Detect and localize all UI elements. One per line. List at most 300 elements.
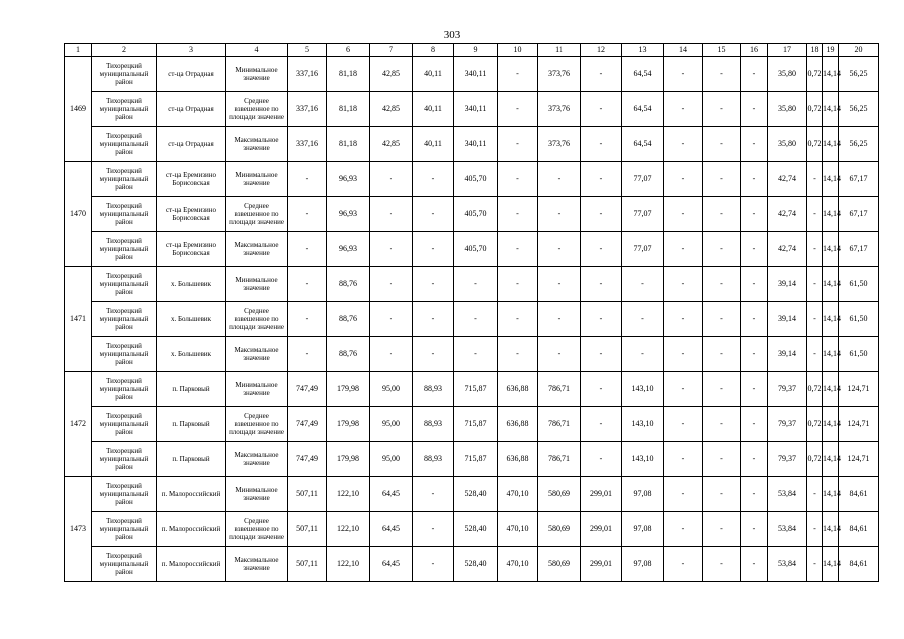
settlement-cell: ст-ца Еремизино Борисовская [157,162,226,197]
table-row [65,232,879,267]
value-cell: - [664,337,703,372]
value-cell: - [538,267,581,302]
value-cell: - [413,512,454,547]
value-cell: 97,08 [622,477,664,512]
column-header: 2 [92,44,157,57]
value-cell: 715,87 [454,372,498,407]
value-cell: 42,85 [370,57,413,92]
value-cell: 14,14 [823,372,839,407]
value-cell: 14,14 [823,337,839,372]
value-cell: - [581,407,622,442]
table-row [65,407,879,442]
column-header: 5 [288,44,327,57]
value-cell: 88,93 [413,372,454,407]
column-header: 12 [581,44,622,57]
value-cell: - [370,232,413,267]
value-cell: - [703,512,741,547]
value-cell: - [498,302,538,337]
settlement-cell: ст-ца Еремизино Борисовская [157,197,226,232]
value-cell: 67,17 [839,232,879,267]
table-row [65,197,879,232]
value-cell: 14,14 [823,547,839,582]
value-cell: 67,17 [839,197,879,232]
value-cell: - [741,92,768,127]
value-cell: - [581,442,622,477]
value-cell: - [288,232,327,267]
value-cell: 0,72 [807,57,823,92]
table-row [65,92,879,127]
value-cell: - [622,302,664,337]
column-header: 9 [454,44,498,57]
table-row [65,127,879,162]
value-cell: 64,45 [370,477,413,512]
value-cell: - [581,92,622,127]
district-cell: Тихорецкий муниципальный район [92,372,157,407]
value-cell: 636,88 [498,407,538,442]
value-cell: 79,37 [768,442,807,477]
column-header: 11 [538,44,581,57]
value-cell: 124,71 [839,442,879,477]
value-cell: 67,17 [839,162,879,197]
district-cell: Тихорецкий муниципальный район [92,302,157,337]
value-cell: - [498,267,538,302]
value-type-cell: Среднее взвешенное по площади значение [226,512,288,547]
value-type-cell: Максимальное значение [226,127,288,162]
value-cell: - [703,302,741,337]
table-body [65,44,879,582]
table-row [65,162,879,197]
column-header: 15 [703,44,741,57]
district-cell: Тихорецкий муниципальный район [92,127,157,162]
value-cell: 337,16 [288,92,327,127]
value-cell: - [413,232,454,267]
value-cell: 122,10 [327,547,370,582]
row-group-id: 1471 [65,267,92,372]
value-cell: 42,74 [768,197,807,232]
value-cell: 84,61 [839,547,879,582]
settlement-cell: х. Большевик [157,267,226,302]
value-cell: - [664,547,703,582]
value-cell: - [807,232,823,267]
row-group-id: 1472 [65,372,92,477]
value-cell: 405,70 [454,232,498,267]
value-cell: 636,88 [498,442,538,477]
value-cell: 53,84 [768,512,807,547]
value-cell: 14,14 [823,407,839,442]
value-cell: - [741,302,768,337]
value-cell: - [498,162,538,197]
value-cell: 39,14 [768,267,807,302]
value-cell: - [664,57,703,92]
value-type-cell: Среднее взвешенное по площади значение [226,92,288,127]
column-header: 4 [226,44,288,57]
value-cell: - [741,127,768,162]
value-cell: - [498,92,538,127]
value-cell: - [498,127,538,162]
value-cell: - [703,197,741,232]
value-type-cell: Минимальное значение [226,477,288,512]
value-cell: - [703,232,741,267]
column-header: 19 [823,44,839,57]
value-cell: - [741,337,768,372]
value-cell: 405,70 [454,162,498,197]
value-cell: - [370,162,413,197]
value-cell: 39,14 [768,302,807,337]
value-cell: 0,72 [807,372,823,407]
value-cell: - [370,197,413,232]
value-cell: - [664,407,703,442]
value-cell: 786,71 [538,372,581,407]
value-cell: - [807,477,823,512]
value-cell: - [664,442,703,477]
value-cell: - [807,302,823,337]
settlement-cell: п. Малороссийский [157,547,226,582]
value-cell: - [741,547,768,582]
settlement-cell: п. Парковый [157,407,226,442]
value-cell: - [703,442,741,477]
value-cell: 42,85 [370,92,413,127]
value-cell: 84,61 [839,512,879,547]
value-cell: 95,00 [370,442,413,477]
value-cell: 528,40 [454,547,498,582]
value-cell: - [288,267,327,302]
value-cell: 84,61 [839,477,879,512]
value-type-cell: Среднее взвешенное по площади значение [226,302,288,337]
value-cell: 340,11 [454,92,498,127]
value-cell: - [581,57,622,92]
value-cell: 53,84 [768,477,807,512]
value-cell: - [498,57,538,92]
value-cell: 14,14 [823,232,839,267]
value-cell: - [498,232,538,267]
value-cell: - [581,372,622,407]
value-cell: - [413,302,454,337]
value-cell: 88,93 [413,442,454,477]
value-cell: 747,49 [288,372,327,407]
value-cell: - [703,407,741,442]
value-cell: 96,93 [327,197,370,232]
district-cell: Тихорецкий муниципальный район [92,477,157,512]
value-cell: 61,50 [839,267,879,302]
column-header: 6 [327,44,370,57]
value-cell: 39,14 [768,337,807,372]
value-cell: - [581,197,622,232]
value-cell: 88,76 [327,337,370,372]
column-header: 10 [498,44,538,57]
value-type-cell: Максимальное значение [226,337,288,372]
value-cell: - [703,547,741,582]
value-cell: 299,01 [581,547,622,582]
value-cell: 715,87 [454,442,498,477]
value-cell: 40,11 [413,57,454,92]
value-cell: 507,11 [288,512,327,547]
value-cell: 636,88 [498,372,538,407]
value-cell: 470,10 [498,477,538,512]
value-cell: - [807,337,823,372]
value-cell: - [703,337,741,372]
value-cell: 405,70 [454,197,498,232]
value-cell: 35,80 [768,92,807,127]
value-type-cell: Максимальное значение [226,442,288,477]
value-cell: - [664,197,703,232]
value-cell: 507,11 [288,477,327,512]
value-cell: 14,14 [823,127,839,162]
column-header: 1 [65,44,92,57]
value-cell: 528,40 [454,477,498,512]
value-cell: 122,10 [327,512,370,547]
value-cell: 61,50 [839,337,879,372]
value-cell: - [664,512,703,547]
value-cell: - [413,267,454,302]
value-cell: 88,93 [413,407,454,442]
settlement-cell: ст-ца Отрадная [157,57,226,92]
value-cell: - [807,162,823,197]
value-cell: 528,40 [454,512,498,547]
value-cell: - [664,477,703,512]
value-cell: - [664,232,703,267]
value-cell: - [664,92,703,127]
value-cell: - [664,162,703,197]
value-cell: - [741,232,768,267]
value-cell: 40,11 [413,127,454,162]
value-cell: 179,98 [327,407,370,442]
column-header: 20 [839,44,879,57]
settlement-cell: п. Малороссийский [157,477,226,512]
settlement-cell: ст-ца Отрадная [157,127,226,162]
table-row [65,57,879,92]
value-cell: 580,69 [538,512,581,547]
value-cell: 14,14 [823,162,839,197]
value-cell: 56,25 [839,92,879,127]
value-cell: 35,80 [768,57,807,92]
settlement-cell: п. Парковый [157,372,226,407]
value-type-cell: Максимальное значение [226,547,288,582]
value-cell: - [807,547,823,582]
value-cell: 64,54 [622,127,664,162]
value-cell: 337,16 [288,127,327,162]
value-cell: - [498,197,538,232]
district-cell: Тихорецкий муниципальный район [92,547,157,582]
value-cell: 79,37 [768,407,807,442]
value-cell: 42,85 [370,127,413,162]
table-row [65,547,879,582]
value-cell: - [454,337,498,372]
value-cell: - [581,232,622,267]
value-cell: - [741,57,768,92]
value-cell: - [703,162,741,197]
value-cell: - [538,197,581,232]
value-cell: - [370,337,413,372]
table-row [65,372,879,407]
value-cell: 64,54 [622,57,664,92]
value-cell: - [413,547,454,582]
table-row [65,267,879,302]
value-cell: 373,76 [538,57,581,92]
value-cell: - [581,302,622,337]
value-cell: 124,71 [839,407,879,442]
value-cell: - [288,337,327,372]
value-cell: 340,11 [454,127,498,162]
value-cell: 53,84 [768,547,807,582]
column-header: 7 [370,44,413,57]
value-cell: - [454,267,498,302]
value-cell: 0,72 [807,442,823,477]
value-type-cell: Среднее взвешенное по площади значение [226,407,288,442]
value-cell: - [538,302,581,337]
value-cell: 747,49 [288,407,327,442]
value-cell: - [741,162,768,197]
value-cell: - [622,337,664,372]
value-cell: 42,74 [768,232,807,267]
value-cell: - [664,302,703,337]
table-row [65,512,879,547]
district-cell: Тихорецкий муниципальный район [92,337,157,372]
value-cell: - [703,477,741,512]
value-cell: - [370,267,413,302]
value-cell: - [581,162,622,197]
settlement-cell: х. Большевик [157,337,226,372]
value-cell: - [538,337,581,372]
value-cell: - [741,197,768,232]
settlement-cell: п. Парковый [157,442,226,477]
value-cell: 95,00 [370,407,413,442]
value-cell: 14,14 [823,57,839,92]
value-cell: 97,08 [622,512,664,547]
value-cell: 77,07 [622,162,664,197]
district-cell: Тихорецкий муниципальный район [92,162,157,197]
district-cell: Тихорецкий муниципальный район [92,92,157,127]
page-number: 303 [443,29,461,41]
value-cell: - [370,302,413,337]
value-cell: 143,10 [622,372,664,407]
value-cell: 77,07 [622,232,664,267]
column-header: 17 [768,44,807,57]
value-cell: 14,14 [823,477,839,512]
value-cell: 14,14 [823,512,839,547]
value-cell: - [741,407,768,442]
value-cell: 373,76 [538,127,581,162]
value-cell: 0,72 [807,127,823,162]
value-cell: 299,01 [581,512,622,547]
value-cell: - [807,197,823,232]
value-cell: 470,10 [498,547,538,582]
value-cell: - [664,267,703,302]
value-cell: 56,25 [839,57,879,92]
value-cell: 580,69 [538,547,581,582]
district-cell: Тихорецкий муниципальный район [92,267,157,302]
value-cell: 35,80 [768,127,807,162]
value-cell: 61,50 [839,302,879,337]
row-group-id: 1469 [65,57,92,162]
table-row [65,442,879,477]
value-cell: - [288,162,327,197]
table-row [65,477,879,512]
value-cell: - [741,477,768,512]
value-cell: - [741,442,768,477]
value-cell: 14,14 [823,267,839,302]
value-type-cell: Среднее взвешенное по площади значение [226,197,288,232]
value-type-cell: Минимальное значение [226,57,288,92]
value-cell: 64,54 [622,92,664,127]
value-cell: 96,93 [327,162,370,197]
value-cell: - [741,372,768,407]
value-cell: 79,37 [768,372,807,407]
value-cell: 580,69 [538,477,581,512]
value-cell: 77,07 [622,197,664,232]
data-table [64,43,879,582]
value-cell: - [703,267,741,302]
value-type-cell: Минимальное значение [226,267,288,302]
value-type-cell: Минимальное значение [226,372,288,407]
district-cell: Тихорецкий муниципальный район [92,512,157,547]
value-cell: - [413,162,454,197]
value-cell: 143,10 [622,442,664,477]
value-cell: 88,76 [327,302,370,337]
value-cell: 14,14 [823,197,839,232]
value-cell: - [581,337,622,372]
value-cell: - [498,337,538,372]
value-cell: 64,45 [370,547,413,582]
value-cell: 81,18 [327,92,370,127]
value-cell: 88,76 [327,267,370,302]
district-cell: Тихорецкий муниципальный район [92,232,157,267]
value-cell: 95,00 [370,372,413,407]
district-cell: Тихорецкий муниципальный район [92,197,157,232]
settlement-cell: ст-ца Отрадная [157,92,226,127]
row-group-id: 1470 [65,162,92,267]
value-cell: - [581,127,622,162]
value-cell: - [538,162,581,197]
value-cell: - [703,92,741,127]
district-cell: Тихорецкий муниципальный район [92,57,157,92]
settlement-cell: х. Большевик [157,302,226,337]
value-cell: 40,11 [413,92,454,127]
table-row [65,302,879,337]
value-cell: - [741,267,768,302]
column-header: 18 [807,44,823,57]
value-cell: 337,16 [288,57,327,92]
value-cell: - [807,512,823,547]
value-cell: 340,11 [454,57,498,92]
value-cell: - [703,127,741,162]
value-cell: - [413,337,454,372]
column-header: 3 [157,44,226,57]
value-type-cell: Максимальное значение [226,232,288,267]
value-cell: - [413,477,454,512]
column-header: 8 [413,44,454,57]
value-cell: - [741,512,768,547]
value-cell: 715,87 [454,407,498,442]
value-cell: 96,93 [327,232,370,267]
value-type-cell: Минимальное значение [226,162,288,197]
value-cell: 64,45 [370,512,413,547]
value-cell: - [581,267,622,302]
value-cell: 42,74 [768,162,807,197]
value-cell: 747,49 [288,442,327,477]
value-cell: 81,18 [327,57,370,92]
settlement-cell: ст-ца Еремизино Борисовская [157,232,226,267]
value-cell: - [664,372,703,407]
value-cell: - [454,302,498,337]
value-cell: 0,72 [807,407,823,442]
value-cell: 14,14 [823,442,839,477]
value-cell: 97,08 [622,547,664,582]
value-cell: - [703,57,741,92]
value-cell: 179,98 [327,372,370,407]
row-group-id: 1473 [65,477,92,582]
column-header: 16 [741,44,768,57]
value-cell: - [622,267,664,302]
